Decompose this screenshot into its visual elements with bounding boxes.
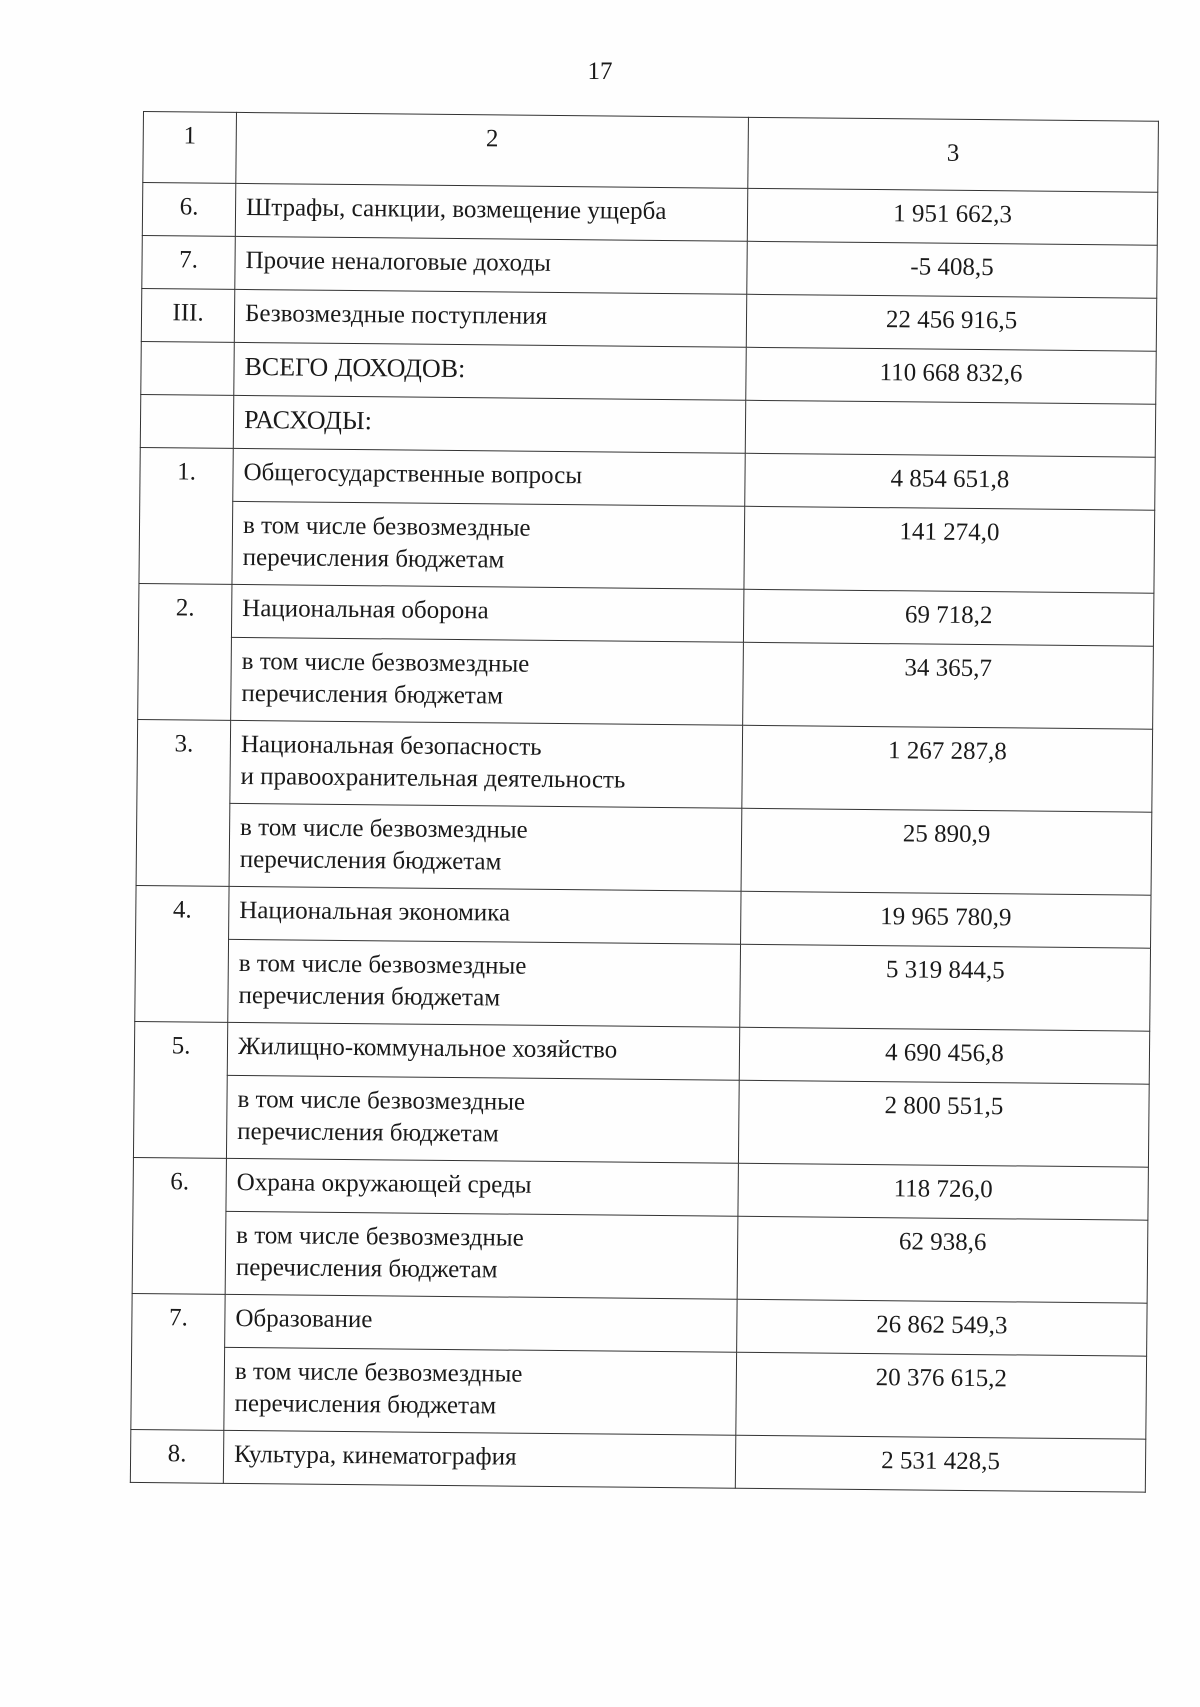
expense-subrow bbox=[133, 1074, 1149, 1167]
row-number: 2. bbox=[138, 583, 232, 720]
subrow-value: 34 365,7 bbox=[743, 642, 1154, 729]
row-value: 2 531 428,5 bbox=[735, 1435, 1145, 1492]
expense-row bbox=[132, 1293, 1147, 1356]
expense-row bbox=[140, 447, 1155, 510]
row-name: Безвозмездные поступления bbox=[234, 289, 746, 347]
row-number: 6. bbox=[132, 1157, 226, 1294]
expense-subrow bbox=[131, 1346, 1147, 1439]
row-value: 19 965 780,9 bbox=[741, 891, 1151, 948]
subrow-name: в том числе безвозмездные перечисления бюджетам bbox=[228, 939, 741, 1027]
row-value: 4 690 456,8 bbox=[739, 1027, 1149, 1084]
expense-subrow bbox=[135, 938, 1151, 1031]
row-name: Штрафы, санкции, возмещение ущерба bbox=[235, 183, 747, 241]
expense-row bbox=[130, 1429, 1145, 1492]
row-name: Культура, кинематография bbox=[223, 1430, 735, 1488]
row-name: Жилищно-коммунальное хозяйство bbox=[227, 1022, 739, 1080]
table-row bbox=[142, 235, 1157, 298]
row-name: Национальная экономика bbox=[229, 886, 741, 944]
table-row bbox=[141, 288, 1156, 351]
subrow-value: 20 376 615,2 bbox=[736, 1352, 1147, 1439]
expense-row bbox=[138, 583, 1153, 646]
expense-subrow bbox=[138, 636, 1154, 729]
subrow-name: в том числе безвозмездные перечисления бюджетам bbox=[232, 501, 745, 589]
row-number bbox=[141, 341, 235, 395]
row-number: 3. bbox=[136, 719, 231, 886]
subrow-value: 5 319 844,5 bbox=[740, 944, 1151, 1031]
row-name: Охрана окружающей среды bbox=[226, 1158, 738, 1216]
row-name: Образование bbox=[225, 1294, 737, 1352]
row-value bbox=[745, 400, 1155, 457]
expense-row bbox=[134, 1021, 1149, 1084]
header-col-2: 2 bbox=[236, 112, 749, 188]
row-name: ВСЕГО ДОХОДОВ: bbox=[234, 342, 746, 400]
subrow-name: в том числе безвозмездные перечисления бюджетам bbox=[226, 1075, 739, 1163]
expense-subrow bbox=[136, 802, 1152, 895]
header-col-3: 3 bbox=[748, 117, 1159, 192]
row-value: 110 668 832,6 bbox=[746, 347, 1156, 404]
row-value: 118 726,0 bbox=[738, 1163, 1148, 1220]
row-number: 4. bbox=[135, 885, 229, 1022]
row-number: 5. bbox=[133, 1021, 227, 1158]
row-number: 6. bbox=[142, 183, 236, 237]
row-value: 4 854 651,8 bbox=[745, 453, 1155, 510]
subrow-name: в том числе безвозмездные перечисления бюджетам bbox=[231, 637, 744, 725]
row-number: 1. bbox=[139, 447, 233, 584]
row-number: 7. bbox=[142, 235, 236, 289]
row-name: Общегосударственные вопросы bbox=[233, 448, 745, 506]
subrow-value: 25 890,9 bbox=[741, 808, 1152, 895]
expenses-heading-row bbox=[140, 394, 1155, 457]
row-number: III. bbox=[141, 288, 235, 342]
expense-subrow bbox=[139, 500, 1155, 593]
row-number bbox=[140, 394, 234, 448]
row-name: Прочие неналоговые доходы bbox=[235, 236, 747, 294]
row-name: РАСХОДЫ: bbox=[233, 395, 745, 453]
total-income-row bbox=[141, 341, 1156, 404]
row-value: 1 951 662,3 bbox=[747, 188, 1157, 245]
page-number: 17 bbox=[587, 58, 613, 85]
row-value: 1 267 287,8 bbox=[742, 725, 1153, 812]
row-name: Национальная безопасность и правоохранительная деятельность bbox=[230, 720, 743, 808]
expense-subrow bbox=[132, 1210, 1148, 1303]
expense-row bbox=[133, 1157, 1148, 1220]
header-row bbox=[143, 112, 1159, 193]
row-number: 7. bbox=[131, 1293, 225, 1430]
subrow-name: в том числе безвозмездные перечисления бюджетам bbox=[225, 1211, 738, 1299]
subrow-value: 141 274,0 bbox=[744, 506, 1155, 593]
subrow-name: в том числе безвозмездные перечисления бюджетам bbox=[224, 1347, 737, 1435]
row-value: 22 456 916,5 bbox=[746, 294, 1156, 351]
subrow-name: в том числе безвозмездные перечисления бюджетам bbox=[229, 803, 742, 891]
subrow-value: 2 800 551,5 bbox=[738, 1080, 1149, 1167]
row-number: 8. bbox=[130, 1429, 224, 1483]
row-name: Национальная оборона bbox=[231, 584, 743, 642]
row-value: 26 862 549,3 bbox=[737, 1299, 1147, 1356]
row-value: 69 718,2 bbox=[743, 589, 1153, 646]
row-value: -5 408,5 bbox=[747, 241, 1157, 298]
header-col-1: 1 bbox=[143, 112, 237, 184]
budget-table bbox=[130, 111, 1159, 1493]
expense-row bbox=[136, 885, 1151, 948]
table-row bbox=[142, 183, 1157, 246]
subrow-value: 62 938,6 bbox=[737, 1216, 1148, 1303]
expense-row bbox=[137, 719, 1153, 812]
